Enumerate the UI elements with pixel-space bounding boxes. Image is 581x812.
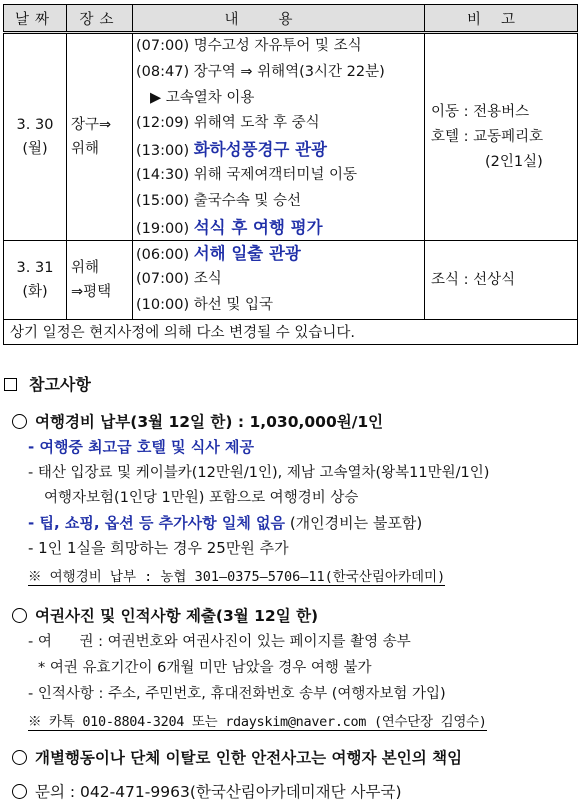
day1-item-time: (08:47) <box>136 63 190 80</box>
passport-line2: * 여권 유효기간이 6개월 미만 남았을 경우 여행 불가 <box>38 660 372 676</box>
day1-item-text: ▶ 고속열차 이용 <box>150 89 255 106</box>
circle-bullet-icon <box>12 608 27 623</box>
day2-item-time: (06:00) <box>136 247 190 264</box>
day2-date: 3. 31 <box>16 260 54 277</box>
safety-row <box>12 746 462 768</box>
circle-bullet-icon <box>12 750 27 765</box>
passport-line3: - 인적사항 : 주소, 주민번호, 휴대전화번호 송부 (여행자보험 가입) <box>28 686 446 702</box>
passport-heading-row <box>12 604 318 626</box>
circle-bullet-icon <box>12 784 27 799</box>
header-date: 날짜 <box>4 5 67 33</box>
day1-item-time: (07:00) <box>136 38 190 54</box>
day1-place-line1: 장구⇒ <box>71 117 112 134</box>
fee-line1: - 여행중 최고급 호텔 및 식사 제공 <box>28 438 254 456</box>
day2-item-text: 조식 <box>193 271 222 288</box>
day2-place-line1: 위해 <box>71 260 100 277</box>
passport-contact: ※ 카톡 010-8804-3204 또는 rdayskim@naver.com (연수단장 김영수) <box>28 714 487 730</box>
header-notes: 비고 <box>425 5 578 33</box>
day2-item-text: 서해 일출 관광 <box>193 244 301 264</box>
day1-notes-line2: 호텔 : 교동페리호 <box>431 128 544 145</box>
day1-weekday: (월) <box>22 141 48 158</box>
day2-weekday: (화) <box>22 284 48 301</box>
circle-bullet-icon <box>12 414 27 429</box>
fee-line3-rest: (개인경비는 불포함) <box>285 514 423 532</box>
day1-place-line2: 위해 <box>71 141 100 158</box>
day1-item-time: (13:00) <box>136 143 190 160</box>
day1-item-time: (14:30) <box>136 166 190 183</box>
day1-item-time: (12:09) <box>136 115 190 132</box>
day1-item-text: 출국수속 및 승선 <box>193 192 301 209</box>
day1-item-text: 화하성풍경구 관광 <box>193 140 327 160</box>
day1-date: 3. 30 <box>16 117 54 134</box>
passport-heading: 여권사진 및 인적사항 제출(3월 12일 한) <box>35 607 319 625</box>
header-place: 장소 <box>67 5 133 33</box>
day2-notes-line1: 조식 : 선상식 <box>431 271 516 288</box>
day2-item-text: 하선 및 입국 <box>193 296 273 313</box>
inquiry-note: 문의 : 042-471-9963(한국산림아카데미재단 사무국) <box>35 783 402 801</box>
safety-note: 개별행동이나 단체 이탈로 인한 안전사고는 여행자 본인의 책임 <box>35 749 463 767</box>
fee-line4: - 1인 1실을 희망하는 경우 25만원 추가 <box>28 539 289 557</box>
fee-line2a: - 태산 입장료 및 케이블카(12만원/1인), 제남 고속열차(왕복11만원/1인) <box>28 465 490 481</box>
day2-place-line2: ⇒평택 <box>71 284 112 301</box>
day1-notes-line1: 이동 : 전용버스 <box>431 103 530 120</box>
day2-item-time: (10:00) <box>136 296 190 313</box>
day1-item-text: 위해역 도착 후 중식 <box>193 115 320 132</box>
fee-account: ※ 여행경비 납부 : 농협 301–0375–5706–11(한국산림아카데미) <box>28 569 446 585</box>
inquiry-row <box>12 780 402 802</box>
day1-item-time: (19:00) <box>136 220 190 237</box>
passport-contact-row <box>28 710 487 730</box>
day1-item-text: 장구역 ⇒ 위해역(3시간 22분) <box>193 63 385 80</box>
fee-line3-highlight: - 팁, 쇼핑, 옵션 등 추가사항 일체 없음 <box>28 514 286 532</box>
header-content: 내용 <box>133 5 425 33</box>
day1-item-text: 위해 국제여객터미널 이동 <box>193 166 358 183</box>
table-footer-note: 상기 일정은 현지사정에 의해 다소 변경될 수 있습니다. <box>4 319 578 344</box>
fee-line3 <box>28 512 422 533</box>
day1-item-text: 석식 후 여행 평가 <box>193 217 323 237</box>
checkbox-square-icon <box>4 378 17 391</box>
day1-notes-line3: (2인1실) <box>485 153 543 170</box>
day1-item-time: (15:00) <box>136 192 190 209</box>
fee-heading: 여행경비 납부(3월 12일 한) : 1,030,000원/1인 <box>35 413 384 431</box>
reference-title-row <box>4 372 91 395</box>
fee-line2b: 여행자보험(1인당 1만원) 포함으로 여행경비 상승 <box>44 490 359 506</box>
fee-heading-row <box>12 410 383 432</box>
day1-item-text: 명수고성 자유투어 및 조식 <box>193 38 362 54</box>
passport-line1: - 여 권 : 여권번호와 여권사진이 있는 페이지를 촬영 송부 <box>28 634 411 650</box>
day2-item-time: (07:00) <box>136 271 190 288</box>
fee-account-row <box>28 565 445 585</box>
reference-title: 참고사항 <box>29 375 91 394</box>
